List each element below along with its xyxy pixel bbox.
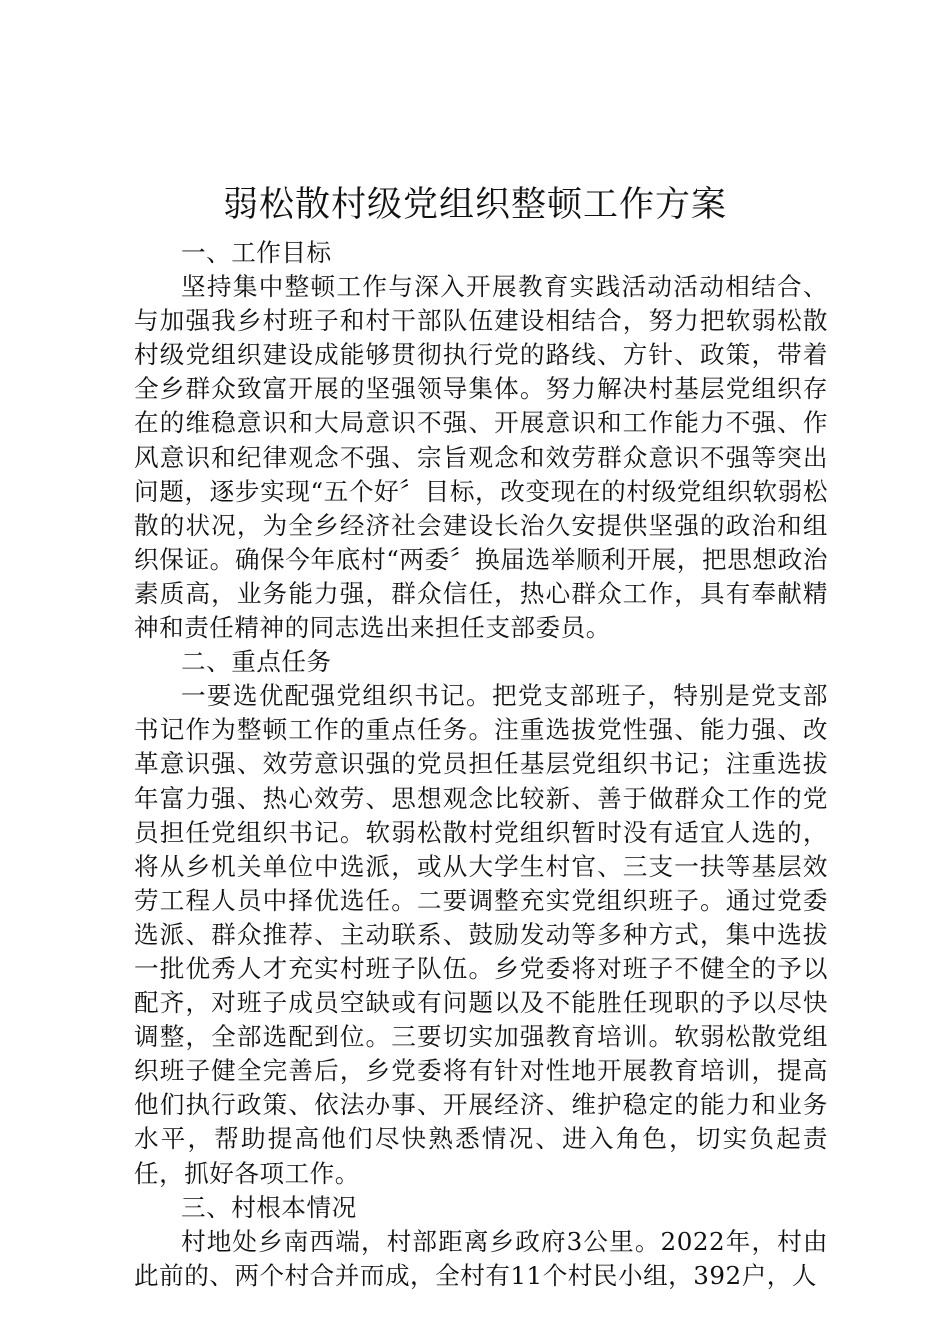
- document-title: 弱松散村级党组织整顿工作方案: [222, 185, 727, 225]
- section-paragraph-goals: 坚持集中整顿工作与深入开展教育实践活动活动相结合、与加强我乡村班子和村干部队伍建设相结合，努力把软弱松散村级党组织建设成能够贯彻执行党的路线、方针、政策，带着全乡群众致富开展的坚强领导集体。努力解决村基层党组织存在的维稳意识和大局意识不强、开展意识和工作能力不强、作风意识和纪律观念不强、宗旨观念和效劳群众意识不强等突出问题，逐步实现“五个好〞目标，改变现在的村级党组织软弱松散的状况，为全乡经济社会建设长治久安提供坚强的政治和组织保证。确保今年底村“两委〞换届选举顺利开展，把思想政治素质高，业务能力强，群众信任，热心群众工作，具有奉献精神和责任精神的同志选出来担任支部委员。: [134, 272, 828, 643]
- document-body: [134, 236, 828, 1293]
- section-paragraph-tasks: 一要选优配强党组织书记。把党支部班子，特别是党支部书记作为整顿工作的重点任务。注重选拔党性强、能力强、改革意识强、效劳意识强的党员担任基层党组织书记；注重选拔年富力强、热心效劳、思想观念比较新、善于做群众工作的党员担任党组织书记。软弱松散村党组织暂时没有适宜人选的，将从乡机关单位中选派，或从大学生村官、三支一扶等基层效劳工程人员中择优选任。二要调整充实党组织班子。通过党委选派、群众推荐、主动联系、鼓励发动等多种方式，集中选拔一批优秀人才充实村班子队伍。乡党委将对班子不健全的予以配齐，对班子成员空缺或有问题以及不能胜任现职的予以尽快调整，全部选配到位。三要切实加强教育培训。软弱松散党组织班子健全完善后，乡党委将有针对性地开展教育培训，提高他们执行政策、依法办事、开展经济、维护稳定的能力和业务水平，帮助提高他们尽快熟悉情况、进入角色，切实负起责任，抓好各项工作。: [134, 681, 828, 1188]
- section-heading-village-info: 三、村根本情况: [181, 1192, 357, 1222]
- section-paragraph-village-info: 村地处乡南西端，村部距离乡政府3公里。2022年，村由此前的、两个村合并而成，全村有11个村民小组，392户，人: [134, 1226, 828, 1290]
- section-heading-tasks: 二、重点任务: [181, 647, 332, 677]
- section-heading-goals: 一、工作目标: [181, 238, 332, 267]
